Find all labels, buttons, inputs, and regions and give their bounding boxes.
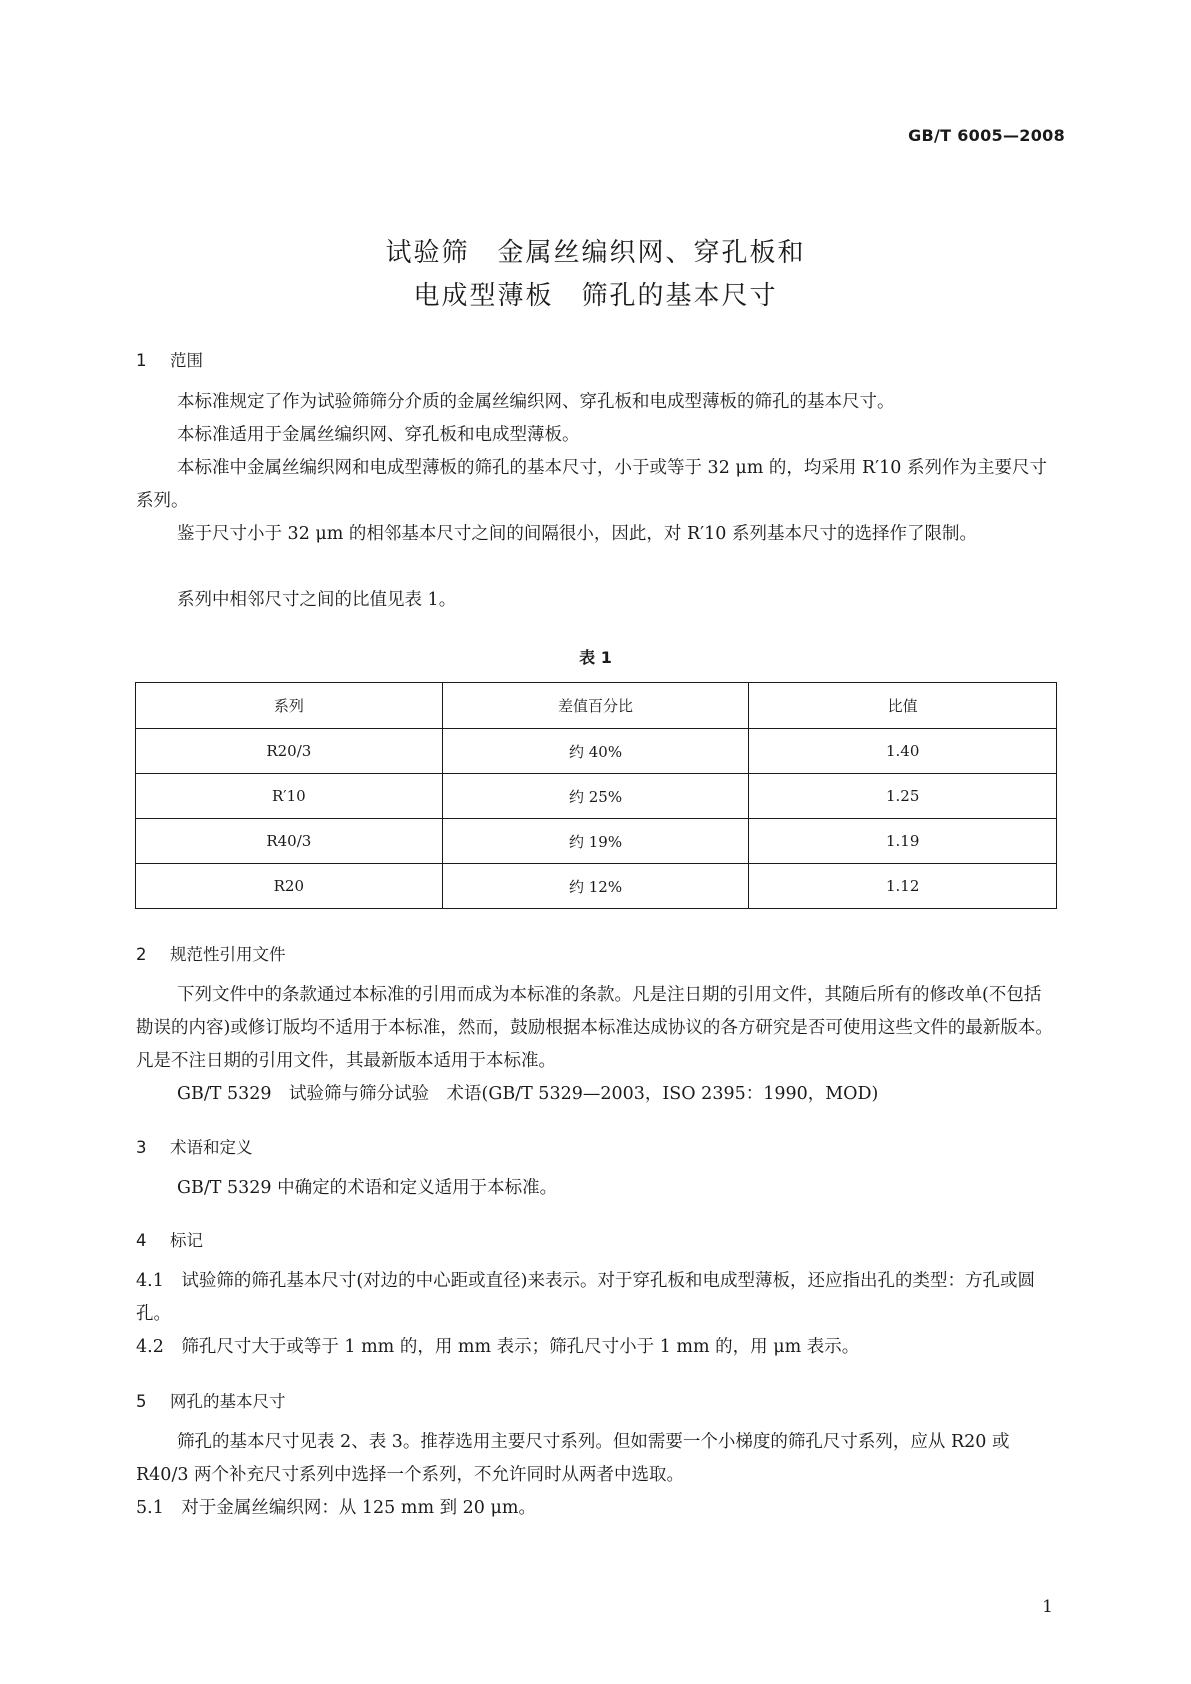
paragraph: 本标准适用于金属丝编织网、穿孔板和电成型薄板。 [177, 425, 580, 445]
table-caption: 表 1 [579, 648, 612, 667]
section-title: 网孔的基本尺寸 [170, 1392, 286, 1411]
table-cell: 约 19% [442, 819, 749, 864]
clause-5-1: 5.1 对于金属丝编织网：从 125 mm 到 20 μm。 [136, 1498, 536, 1518]
section-number: 2 [136, 945, 147, 964]
table-header-row [136, 683, 1057, 729]
paragraph: 筛孔的基本尺寸见表 2、表 3。推荐选用主要尺寸系列。但如需要一个小梯度的筛孔尺寸系列，应从 R20 或 R40/3 两个补充尺寸系列中选择一个系列，不允许同时从两者中选取。 [136, 1432, 1010, 1485]
table-row [136, 864, 1057, 909]
table-cell: R20 [136, 864, 443, 909]
table-cell: 约 12% [442, 864, 749, 909]
paragraph: GB/T 5329 中确定的术语和定义适用于本标准。 [177, 1178, 558, 1198]
table-cell: R40/3 [136, 819, 443, 864]
section-4-heading [136, 1227, 203, 1251]
section-title: 规范性引用文件 [170, 945, 286, 964]
column-header: 差值百分比 [442, 683, 749, 729]
section-5-heading [136, 1388, 286, 1412]
section-3-heading [136, 1134, 253, 1158]
column-header: 比值 [749, 683, 1057, 729]
section-title: 术语和定义 [170, 1138, 253, 1157]
table-row [136, 819, 1057, 864]
section-number: 5 [136, 1392, 147, 1411]
document-title-line2: 电成型薄板 筛孔的基本尺寸 [413, 281, 778, 311]
document-title-line1: 试验筛 金属丝编织网、穿孔板和 [385, 238, 806, 268]
table-cell: R′10 [136, 774, 443, 819]
standard-code: GB/T 6005—2008 [908, 126, 1065, 145]
ratio-table [135, 682, 1057, 909]
paragraph: 鉴于尺寸小于 32 μm 的相邻基本尺寸之间的间隔很小，因此，对 R′10 系列基本尺寸的选择作了限制。 [177, 524, 977, 544]
section-title: 范围 [170, 351, 203, 370]
table-row [136, 774, 1057, 819]
clause-4-2: 4.2 筛孔尺寸大于或等于 1 mm 的，用 mm 表示；筛孔尺寸小于 1 mm 的，用 μm 表示。 [136, 1337, 860, 1357]
paragraph: 本标准中金属丝编织网和电成型薄板的筛孔的基本尺寸，小于或等于 32 μm 的，均采用 R′10 系列作为主要尺寸系列。 [136, 458, 1047, 511]
section-number: 4 [136, 1231, 147, 1250]
paragraph: 系列中相邻尺寸之间的比值见表 1。 [177, 590, 457, 610]
table-cell: 1.25 [749, 774, 1057, 819]
table-cell: 1.19 [749, 819, 1057, 864]
paragraph: 下列文件中的条款通过本标准的引用而成为本标准的条款。凡是注日期的引用文件，其随后所有的修改单(不包括勘误的内容)或修订版均不适用于本标准，然而，鼓励根据本标准达成协议的各方研究是否可使用这些文件的最新版本。凡是不注日期的引用文件，其最新版本适用于本标准。 [136, 985, 1053, 1071]
paragraph: 本标准规定了作为试验筛筛分介质的金属丝编织网、穿孔板和电成型薄板的筛孔的基本尺寸。 [177, 392, 895, 412]
section-1-heading [136, 347, 203, 371]
section-number: 3 [136, 1138, 147, 1157]
page-number: 1 [1042, 1597, 1053, 1617]
table-cell: 1.12 [749, 864, 1057, 909]
section-2-heading [136, 941, 286, 965]
table-cell: R20/3 [136, 729, 443, 774]
table-cell: 1.40 [749, 729, 1057, 774]
table-cell: 约 40% [442, 729, 749, 774]
section-title: 标记 [170, 1231, 203, 1250]
table-row [136, 729, 1057, 774]
table-cell: 约 25% [442, 774, 749, 819]
section-number: 1 [136, 351, 147, 370]
clause-4-1: 4.1 试验筛的筛孔基本尺寸(对边的中心距或直径)来表示。对于穿孔板和电成型薄板，还应指出孔的类型：方孔或圆孔。 [136, 1271, 1035, 1324]
reference-entry: GB/T 5329 试验筛与筛分试验 术语(GB/T 5329—2003，ISO 2395：1990，MOD) [177, 1084, 879, 1104]
column-header: 系列 [136, 683, 443, 729]
